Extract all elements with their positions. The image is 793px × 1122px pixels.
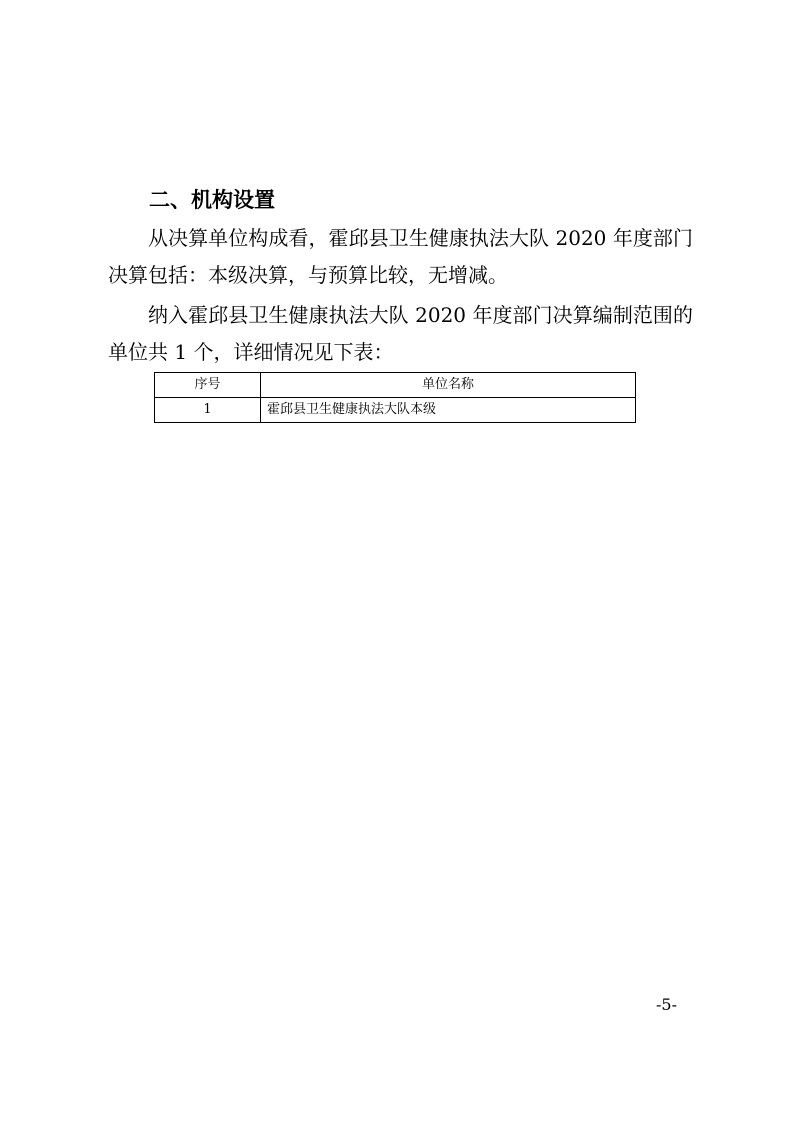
header-unit-name: 单位名称 bbox=[261, 373, 636, 398]
unit-table bbox=[154, 372, 636, 423]
table-header-row bbox=[155, 373, 636, 398]
paragraph-scope: 纳入霍邱县卫生健康执法大队 2020 年度部门决算编制范围的单位共 1 个，详细情况见下表： bbox=[108, 303, 693, 364]
cell-serial-number: 1 bbox=[155, 398, 261, 423]
page-number: -5- bbox=[656, 995, 677, 1014]
table-row bbox=[155, 398, 636, 423]
header-serial-number: 序号 bbox=[155, 373, 261, 398]
section-heading: 二、机构设置 bbox=[149, 188, 275, 212]
cell-unit-name: 霍邱县卫生健康执法大队本级 bbox=[261, 398, 636, 423]
paragraph-composition: 从决算单位构成看，霍邱县卫生健康执法大队 2020 年度部门决算包括：本级决算，与预算比较，无增减。 bbox=[108, 226, 693, 287]
